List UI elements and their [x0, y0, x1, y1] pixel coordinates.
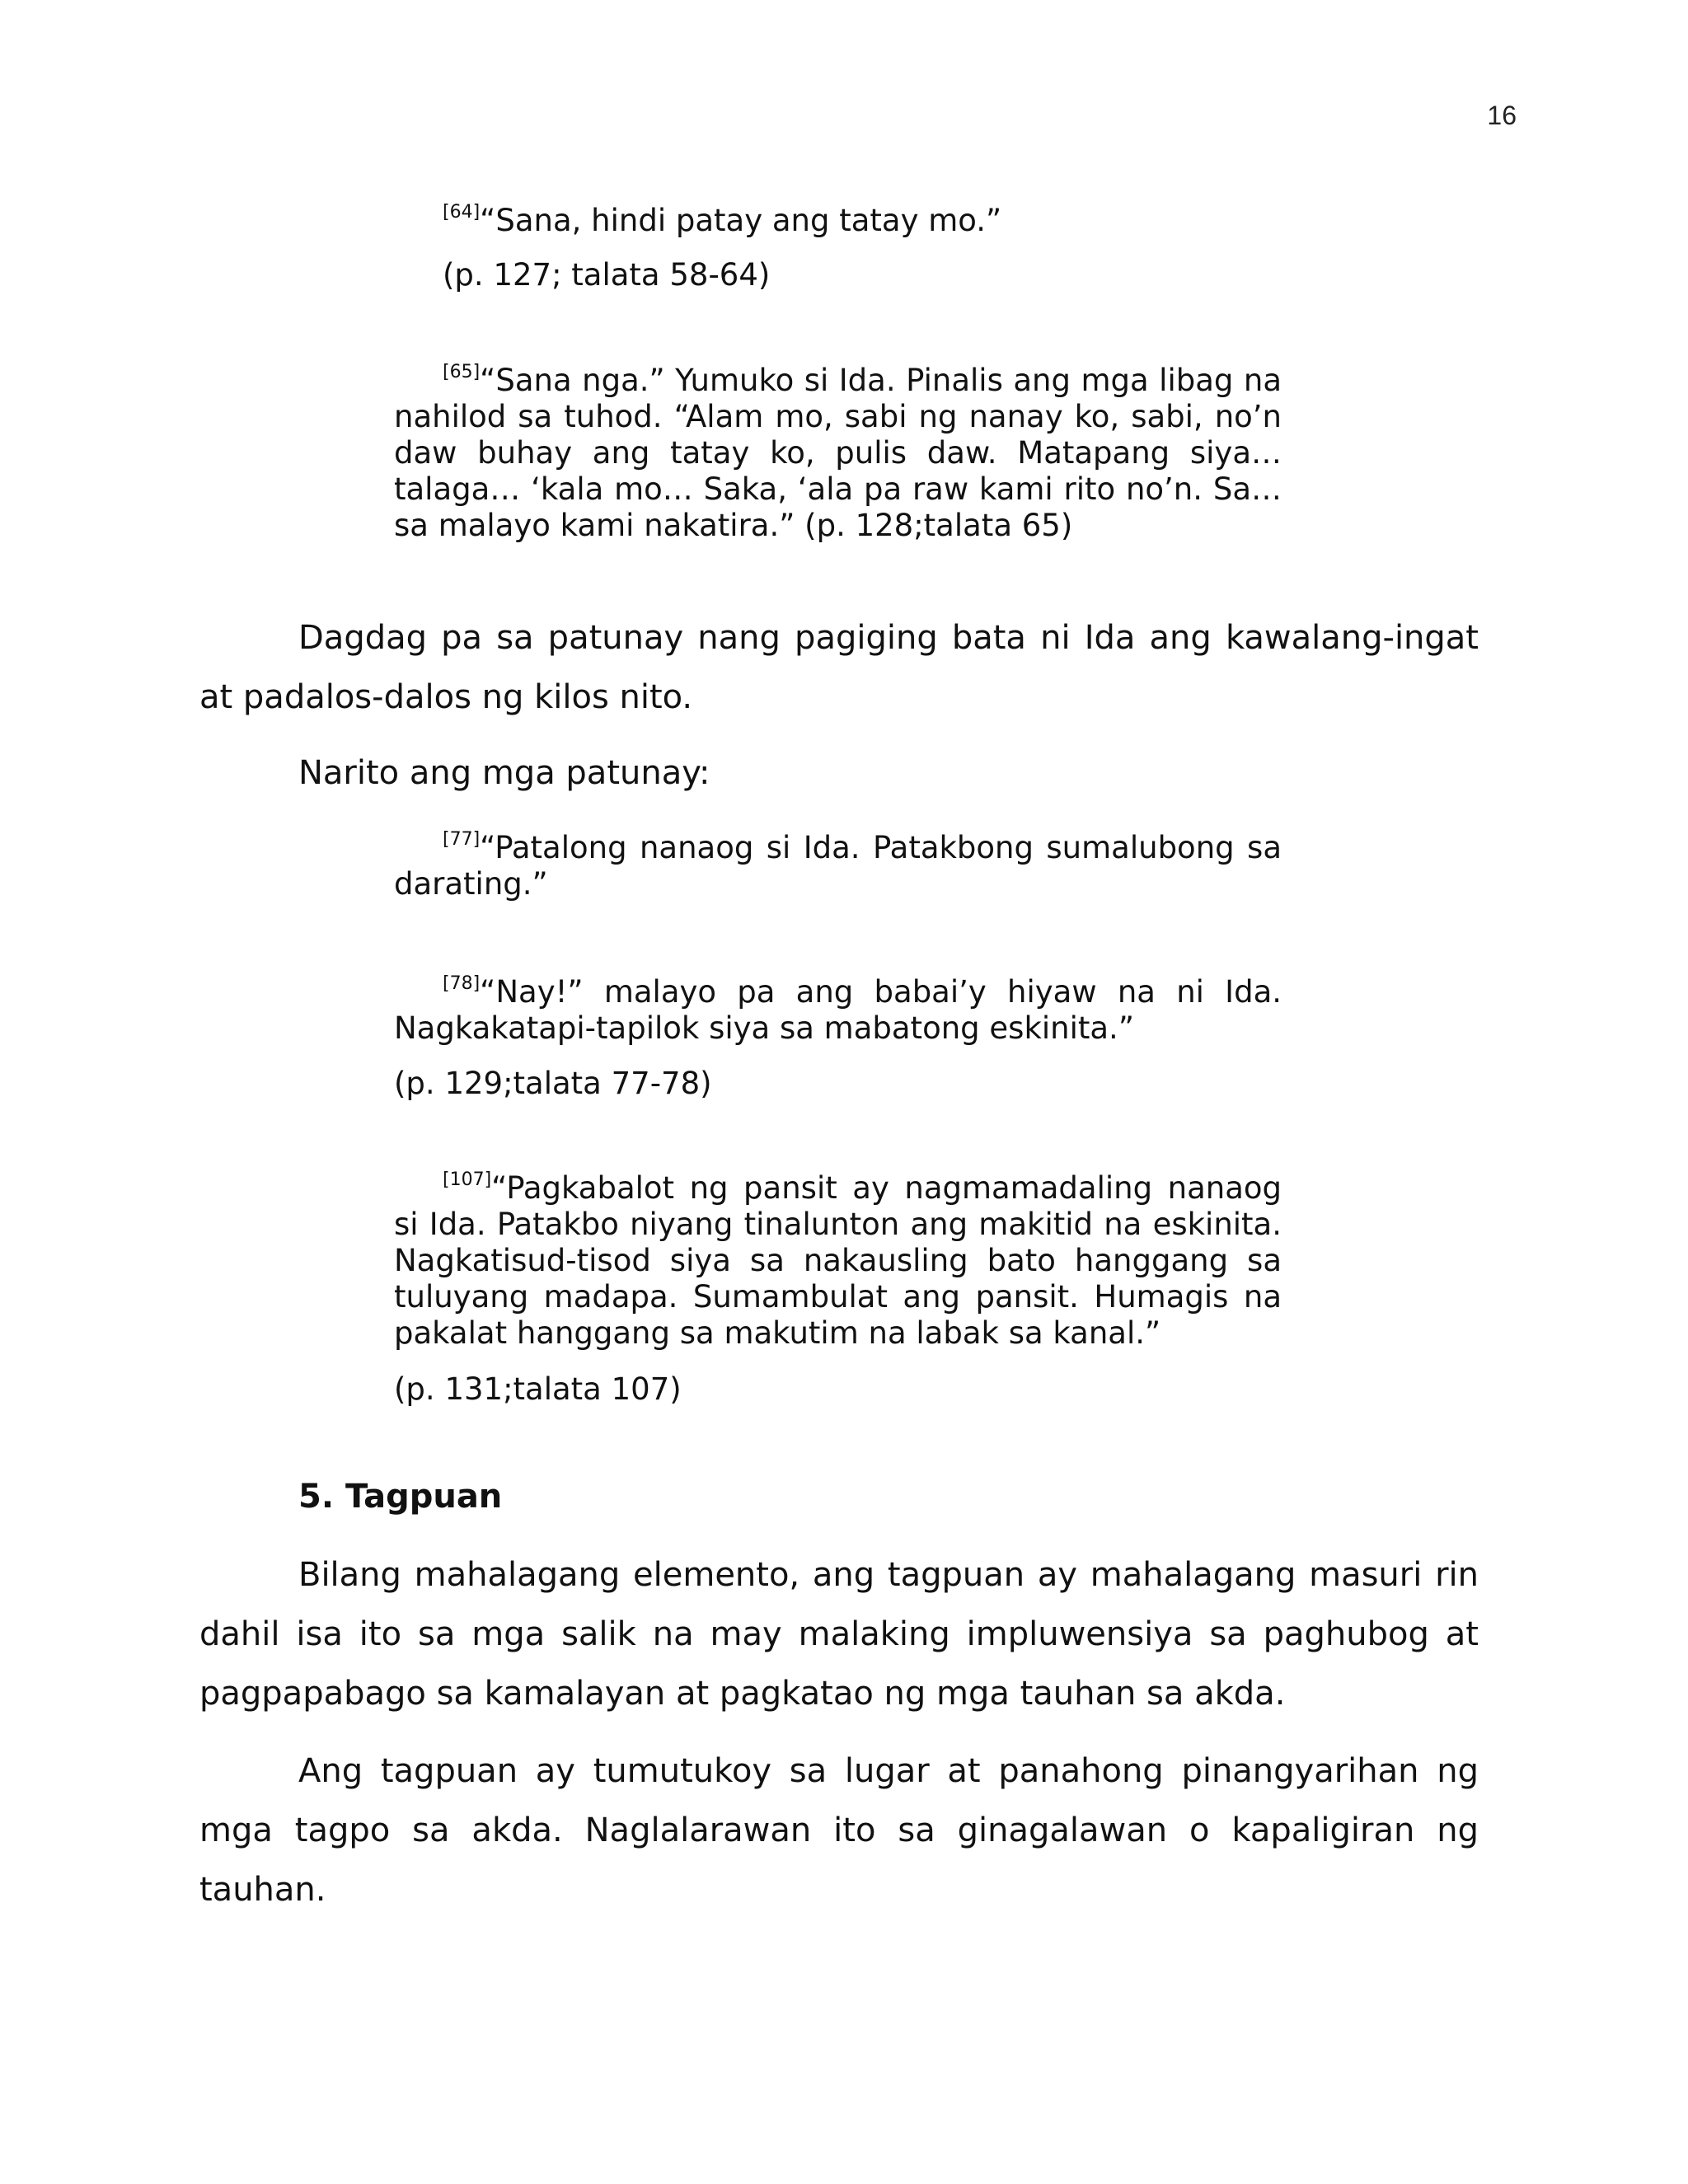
quote-ref: [78]: [443, 973, 481, 994]
citation: (p. 127; talata 58-64): [443, 257, 771, 293]
quote-text: “Patalong nanaog si Ida. Patakbong sumalubong sa darating.”: [394, 830, 1282, 902]
quote-text: “Pagkabalot ng pansit ay nagmamadaling nanaog si Ida. Patakbo niyang tinalunton ang makitid na eskinita. Nagkatisud-tisod siya sa nakausling bato hanggang sa tuluyang madapa. Sumambulat ang pansit. Humagis na pakalat hanggang sa makutim na labak sa kanal.”: [394, 1170, 1282, 1351]
quote-ref: [64]: [443, 202, 481, 223]
paragraph-dagdag: Dagdag pa sa patunay nang pagiging bata ni Ida ang kawalang-ingat at padalos-dalos ng kilos nito.: [199, 619, 1479, 716]
paragraph-narito: Narito ang mga patunay:: [298, 754, 710, 792]
page-number: 16: [1487, 101, 1517, 130]
paragraph-ang-tagpuan: Ang tagpuan ay tumutukoy sa lugar at panahong pinangyarihan ng mga tagpo sa akda. Naglalarawan ito sa ginagalawan o kapaligiran ng tauhan.: [199, 1752, 1479, 1909]
quote-ref: [107]: [443, 1169, 492, 1190]
paragraph-bilang: Bilang mahalagang elemento, ang tagpuan ay mahalagang masuri rin dahil isa ito sa mga salik na may malaking impluwensiya sa paghubog at pagpapabago sa kamalayan at pagkatao ng mga tauhan sa akda.: [199, 1556, 1479, 1713]
quote-64: [443, 203, 1283, 239]
quote-text: “Sana nga.” Yumuko si Ida. Pinalis ang mga libag na nahilod sa tuhod. “Alam mo, sabi ng nanay ko, sabi, no’n daw buhay ang tatay ko, pulis daw. Matapang siya… talaga… ‘kala mo… Saka, ‘ala pa raw kami rito no’n. Sa… sa malayo kami nakatira.” (p. 128;talata 65): [394, 363, 1282, 543]
quote-text: “Sana, hindi patay ang tatay mo.”: [480, 203, 1002, 238]
citation: (p. 129;talata 77-78): [394, 1066, 712, 1101]
quote-77: [394, 830, 1282, 902]
quote-text: “Nay!” malayo pa ang babai’y hiyaw na ni Ida. Nagkakatapi-tapilok siya sa mabatong eskinita.”: [394, 974, 1282, 1046]
quote-ref: [77]: [443, 829, 481, 850]
quote-107: [394, 1170, 1282, 1352]
quote-78: [394, 974, 1282, 1047]
citation: (p. 131;talata 107): [394, 1371, 682, 1407]
quote-ref: [65]: [443, 362, 481, 382]
section-heading: 5. Tagpuan: [298, 1478, 503, 1516]
quote-65: [394, 363, 1282, 544]
